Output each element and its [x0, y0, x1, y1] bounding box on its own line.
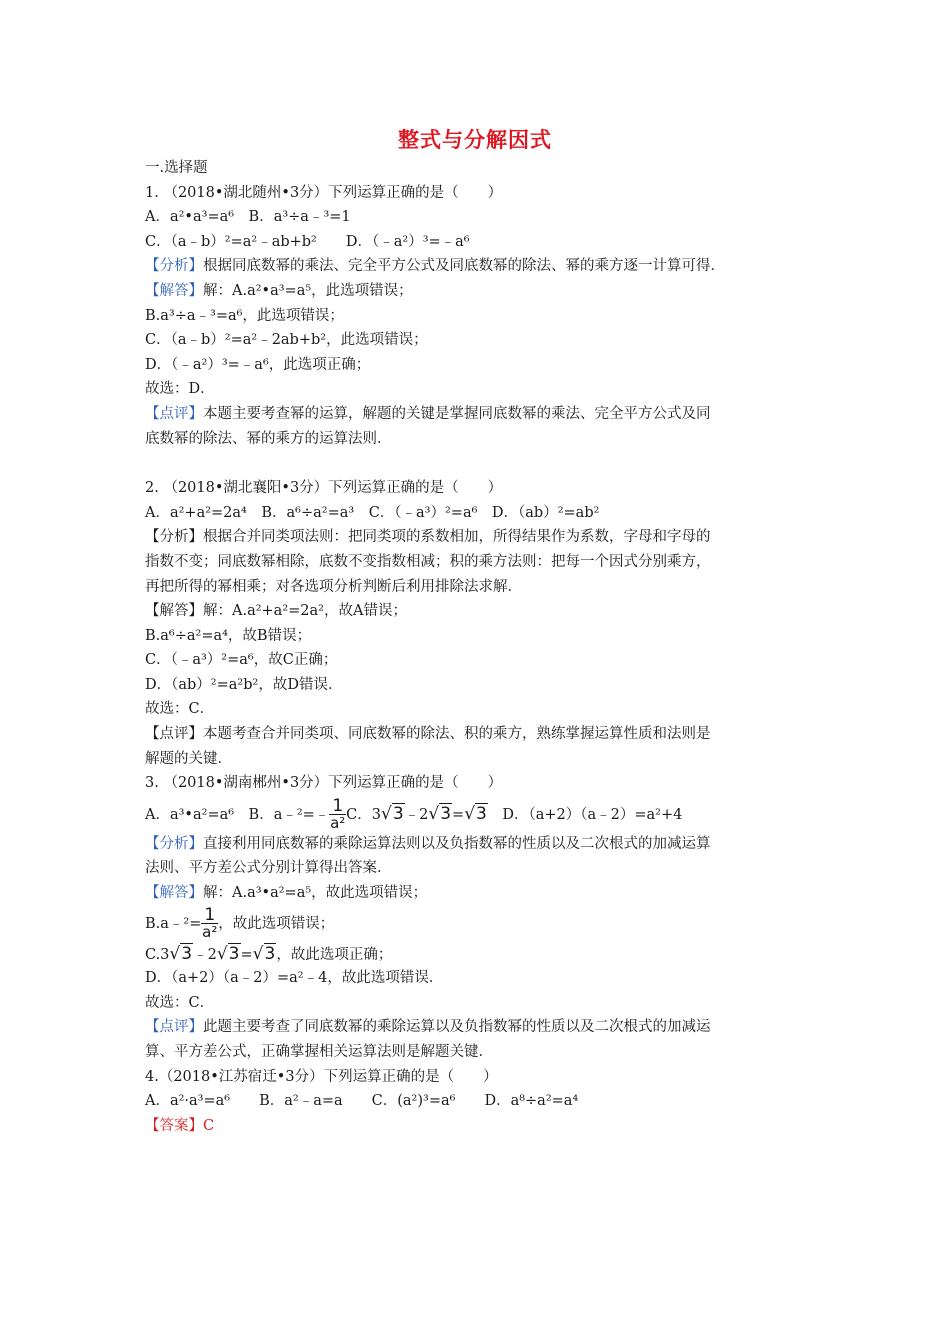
- q1-solution-4: D．（﹣a²）³=﹣a⁶，此选项正确；: [145, 356, 371, 373]
- q1-options-ab: A．a²•a³=a⁶ B．a³÷a﹣³=1: [145, 209, 351, 226]
- q2-stem: 2. （2018•湖北襄阳•3分）下列运算正确的是（ ）: [145, 480, 503, 497]
- answer-tag: 【答案】: [145, 1117, 203, 1134]
- q3-solution-4: D．（a+2）（a﹣2）=a²﹣4，故此选项错误．: [145, 970, 444, 987]
- q1-stem: 1. （2018•湖北随州•3分）下列运算正确的是（ ）: [145, 184, 503, 201]
- q2-comment-1: 【点评】本题考查合并同类项、同底数幂的除法、积的乘方，熟练掌握运算性质和法则是: [145, 726, 711, 743]
- q2-options: A．a²+a²=2a⁴ B．a⁶÷a²=a³ C．（﹣a³）²=a⁶ D．（ab）²=ab²: [145, 504, 600, 521]
- answer-tag: 【解答】: [145, 885, 203, 902]
- q3-analysis-1: [145, 832, 810, 857]
- q1-solution-1-text: 解：A.a²•a³=a⁵，此选项错误；: [203, 282, 413, 299]
- section-heading: 一.选择题: [145, 160, 208, 176]
- radicand: 3: [228, 943, 240, 964]
- q1-choice: 故选：D．: [145, 381, 215, 398]
- q3-solution-3-eq: =: [240, 946, 253, 963]
- q3-option-c-prefix: C．3: [346, 806, 381, 823]
- q3-comment-1-text: 此题主要考查了同底数幂的乘除运算以及负指数幂的性质以及二次根式的加减运: [203, 1019, 711, 1036]
- radicand: 3: [264, 943, 276, 964]
- q3-solution-3: [145, 942, 810, 967]
- q3-option-d: D．（a+2）（a﹣2）=a²+4: [487, 806, 683, 823]
- sqrt-expression: √3: [252, 943, 276, 964]
- fraction-numerator: 1: [201, 907, 218, 924]
- sqrt-expression: √3: [169, 943, 193, 964]
- radicand: 3: [392, 803, 404, 824]
- q2-solution-4: D．（ab）²=a²b²，故D错误．: [145, 676, 343, 693]
- comment-tag: 【点评】: [145, 1019, 203, 1036]
- analysis-tag: 【分析】: [145, 258, 203, 275]
- q3-solution-2-suffix: ，故此选项错误；: [218, 915, 335, 932]
- analysis-tag: 【分析】: [145, 835, 203, 852]
- q3-solution-3-suffix: ，故此选项正确；: [276, 946, 393, 963]
- q2-solution-2: B.a⁶÷a²=a⁴，故B错误；: [145, 627, 312, 644]
- q3-options: [145, 796, 810, 832]
- q2-comment-2: 解题的关键．: [145, 750, 232, 767]
- sqrt-expression: √3: [428, 803, 452, 824]
- q1-solution-3: C．（a﹣b）²=a²﹣2ab+b²，此选项错误；: [145, 332, 428, 349]
- comment-tag: 【点评】: [145, 405, 203, 422]
- fraction: [201, 907, 218, 940]
- q3-solution-3-mid: ﹣2: [193, 946, 217, 963]
- q2-solution-3: C．（﹣a³）²=a⁶，故C正确；: [145, 652, 338, 669]
- q1-solution-2: B.a³÷a﹣³=a⁶，此选项错误；: [145, 307, 344, 324]
- radicand: 3: [476, 803, 487, 824]
- q1-analysis: [145, 254, 810, 279]
- page-title: 整式与分解因式: [398, 127, 552, 152]
- q2-analysis-3: 再把所得的幂相乘；对各选项分析判断后利用排除法求解．: [145, 578, 522, 595]
- document-body: [145, 156, 810, 1138]
- q3-comment-1: [145, 1015, 810, 1040]
- q3-analysis-1-text: 直接利用同底数幂的乘除运算法则以及负指数幂的性质以及二次根式的加减运算: [203, 835, 711, 852]
- q3-solution-3-prefix: C.3: [145, 946, 170, 963]
- q3-stem: 3. （2018•湖南郴州•3分）下列运算正确的是（ ）: [145, 775, 503, 792]
- q3-solution-1-text: 解：A.a³•a²=a⁵，故此选项错误；: [203, 885, 428, 902]
- q3-comment-2: 算、平方差公式，正确掌握相关运算法则是解题关键．: [145, 1044, 493, 1060]
- fraction: [329, 798, 346, 831]
- fraction-numerator: 1: [329, 798, 346, 815]
- sqrt-expression: √3: [216, 943, 240, 964]
- q1-analysis-text: 根据同底数幂的乘法、完全平方公式及同底数幂的除法、幂的乘方逐一计算可得．: [203, 258, 725, 275]
- q2-analysis-2: 指数不变；同底数幂相除，底数不变指数相减；积的乘方法则：把每一个因式分别乘方，: [145, 553, 711, 570]
- radicand: 3: [181, 943, 193, 964]
- sqrt-expression: √3: [464, 803, 487, 824]
- q1-comment-1-text: 本题主要考查幂的运算，解题的关键是掌握同底数幂的乘法、完全平方公式及同: [203, 405, 711, 422]
- q2-solution-1: 【解答】解：A.a²+a²=2a²，故A错误；: [145, 603, 407, 620]
- q2-analysis-1: 【分析】根据合并同类项法则：把同类项的系数相加，所得结果作为系数，字母和字母的: [145, 529, 711, 546]
- q2-choice: 故选：C．: [145, 701, 215, 718]
- radicand: 3: [440, 803, 452, 824]
- q3-option-c-eq: =: [452, 806, 465, 823]
- q1-comment-1: [145, 402, 810, 427]
- q3-solution-1: [145, 881, 810, 906]
- q3-solution-2: [145, 906, 810, 942]
- q3-option-c-mid: ﹣2: [404, 806, 429, 823]
- q4-answer-value: C: [203, 1117, 215, 1134]
- q3-solution-2-prefix: B.a﹣²=: [145, 915, 202, 932]
- q3-choice: 故选：C．: [145, 994, 215, 1011]
- q4-stem: 4.（2018•江苏宿迁•3分）下列运算正确的是（ ）: [145, 1068, 498, 1085]
- spacer: [145, 451, 810, 476]
- answer-tag: 【解答】: [145, 282, 203, 299]
- q3-option-ab: A．a³•a²=a⁶ B．a﹣²=﹣: [145, 806, 330, 823]
- fraction-denominator: a²: [202, 923, 218, 942]
- q4-options: A．a²·a³=a⁶ B．a²﹣a=a C．(a²)³=a⁶ D．a⁸÷a²=a⁴: [145, 1093, 579, 1110]
- q1-comment-2: 底数幂的除法、幂的乘方的运算法则．: [145, 430, 392, 447]
- q3-analysis-2: 法则、平方差公式分别计算得出答案．: [145, 860, 392, 877]
- sqrt-expression: √3: [380, 803, 404, 824]
- q1-options-cd: C．（a﹣b）²=a²﹣ab+b² D．（﹣a²）³=﹣a⁶: [145, 233, 470, 250]
- q1-solution-1: [145, 279, 810, 304]
- fraction-denominator: a²: [330, 814, 346, 833]
- q4-answer: [145, 1114, 810, 1139]
